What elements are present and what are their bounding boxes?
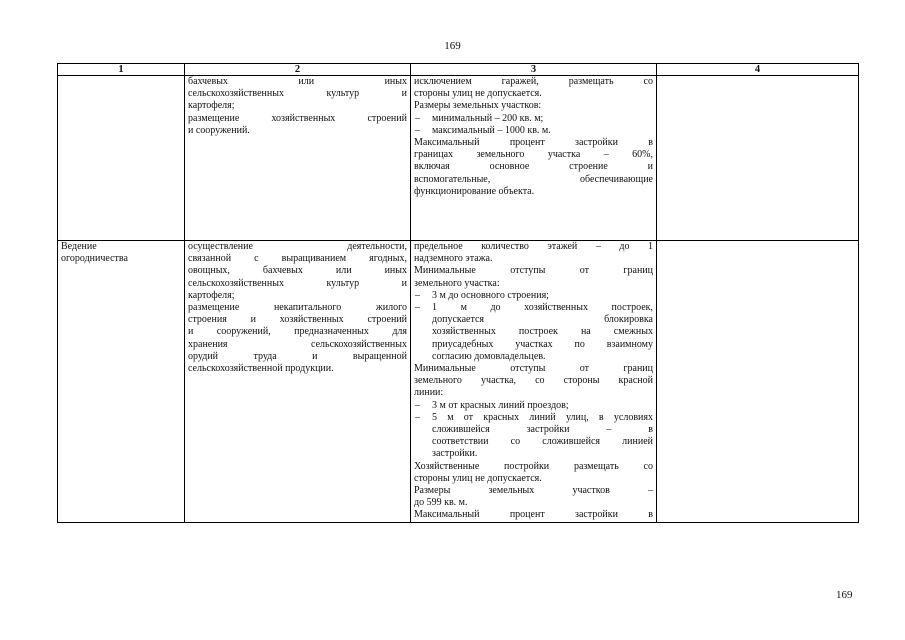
text-line: строения и хозяйственных строений bbox=[188, 314, 407, 326]
list-item bbox=[414, 400, 653, 412]
column-header-4: 4 bbox=[657, 64, 859, 76]
text-line: 3 м до основного строения; bbox=[432, 289, 549, 301]
text-line: включая основное строение и bbox=[414, 161, 653, 173]
text-line: размещение некапитального жилого bbox=[188, 302, 407, 314]
text-line: хранения сельскохозяйственных bbox=[188, 338, 407, 350]
text-line: надземного этажа. bbox=[414, 253, 493, 265]
text-line: Максимальный процент застройки в bbox=[414, 509, 653, 521]
list-item bbox=[414, 113, 653, 125]
column-header-2: 2 bbox=[185, 64, 411, 76]
row2-col1 bbox=[58, 241, 185, 523]
row1-col1 bbox=[58, 76, 185, 241]
text-line: границах земельного участка – 60%, bbox=[414, 149, 653, 161]
text-line: связанной с выращиванием ягодных, bbox=[188, 253, 407, 265]
text-line: Ведение bbox=[61, 241, 97, 252]
text-line: овощных, бахчевых или иных bbox=[188, 265, 407, 277]
text-line: минимальный – 200 кв. м; bbox=[432, 112, 544, 124]
dash-bullet: – bbox=[415, 124, 420, 136]
dash-bullet: – bbox=[415, 302, 420, 314]
text-line: максимальный – 1000 кв. м. bbox=[432, 124, 551, 136]
row1-col2 bbox=[185, 76, 411, 241]
text-line: стороны улиц не допускается. bbox=[414, 472, 542, 484]
text-line: картофеля; bbox=[188, 289, 235, 301]
text-line: бахчевых или иных bbox=[188, 76, 407, 87]
table-row bbox=[58, 76, 859, 241]
regulations-table bbox=[57, 63, 859, 523]
text-line: сельскохозяйственных культур и bbox=[188, 88, 407, 100]
text-line: огородничества bbox=[61, 253, 128, 265]
text-line: и сооружений, предназначенных для bbox=[188, 326, 407, 338]
list-item bbox=[414, 125, 653, 137]
list-item bbox=[414, 412, 653, 461]
column-header-1: 1 bbox=[58, 64, 185, 76]
table-row bbox=[58, 241, 859, 523]
text-line: Минимальные отступы от границ bbox=[414, 363, 653, 375]
text-line: стороны улиц не допускается. bbox=[414, 88, 542, 100]
dash-bullet: – bbox=[415, 411, 420, 423]
text-line: сельскохозяйственных культур и bbox=[188, 277, 407, 289]
text-line: Размеры земельных участков: bbox=[414, 100, 542, 112]
dash-bullet: – bbox=[415, 289, 420, 301]
row1-col4 bbox=[657, 76, 859, 241]
text-line: 5 м от красных линий улиц, в условиях bbox=[432, 411, 653, 423]
text-line: сельскохозяйственной продукции. bbox=[188, 363, 334, 375]
dash-bullet: – bbox=[415, 112, 420, 124]
text-line: 3 м от красных линий проездов; bbox=[432, 399, 569, 411]
text-line: вспомогательные, обеспечивающие bbox=[414, 173, 653, 185]
text-line: до 599 кв. м. bbox=[414, 497, 468, 509]
column-header-3: 3 bbox=[411, 64, 657, 76]
text-line: осуществление деятельности, bbox=[188, 241, 407, 252]
text-line: функционирование объекта. bbox=[414, 185, 535, 197]
text-line: Хозяйственные постройки размещать со bbox=[414, 460, 653, 472]
row2-col2 bbox=[185, 241, 411, 523]
row1-col3 bbox=[411, 76, 657, 241]
text-line: застройки. bbox=[432, 448, 478, 460]
text-line: земельного участка, со стороны красной bbox=[414, 375, 653, 387]
text-line: приусадебных участках по взаимному bbox=[432, 338, 653, 350]
text-line: хозяйственных построек на смежных bbox=[432, 326, 653, 338]
text-line: и сооружений. bbox=[188, 124, 250, 136]
text-line: сложившейся застройки – в bbox=[432, 424, 653, 436]
text-line: 1 м до хозяйственных построек, bbox=[432, 302, 653, 314]
text-line: Минимальные отступы от границ bbox=[414, 265, 653, 277]
text-line: предельное количество этажей – до 1 bbox=[414, 241, 653, 252]
list-item bbox=[414, 290, 653, 302]
dash-bullet: – bbox=[415, 399, 420, 411]
text-line: земельного участка: bbox=[414, 277, 500, 289]
text-line: Максимальный процент застройки в bbox=[414, 137, 653, 149]
text-line: картофеля; bbox=[188, 100, 235, 112]
row2-col4 bbox=[657, 241, 859, 523]
text-line: допускается блокировка bbox=[432, 314, 653, 326]
row2-col3 bbox=[411, 241, 657, 523]
table-header-row bbox=[58, 64, 859, 76]
text-line: Размеры земельных участков – bbox=[414, 485, 653, 497]
text-line: линии: bbox=[414, 387, 444, 399]
text-line: орудий труда и выращенной bbox=[188, 350, 407, 362]
text-line: размещение хозяйственных строений bbox=[188, 112, 407, 124]
text-line: исключением гаражей, размещать со bbox=[414, 76, 653, 87]
text-line: соответствии со сложившейся линией bbox=[432, 436, 653, 448]
list-item bbox=[414, 302, 653, 363]
page-number-bottom: 169 bbox=[836, 589, 853, 601]
text-line: согласию домовладельцев. bbox=[432, 350, 546, 362]
page-number-top: 169 bbox=[444, 40, 461, 52]
